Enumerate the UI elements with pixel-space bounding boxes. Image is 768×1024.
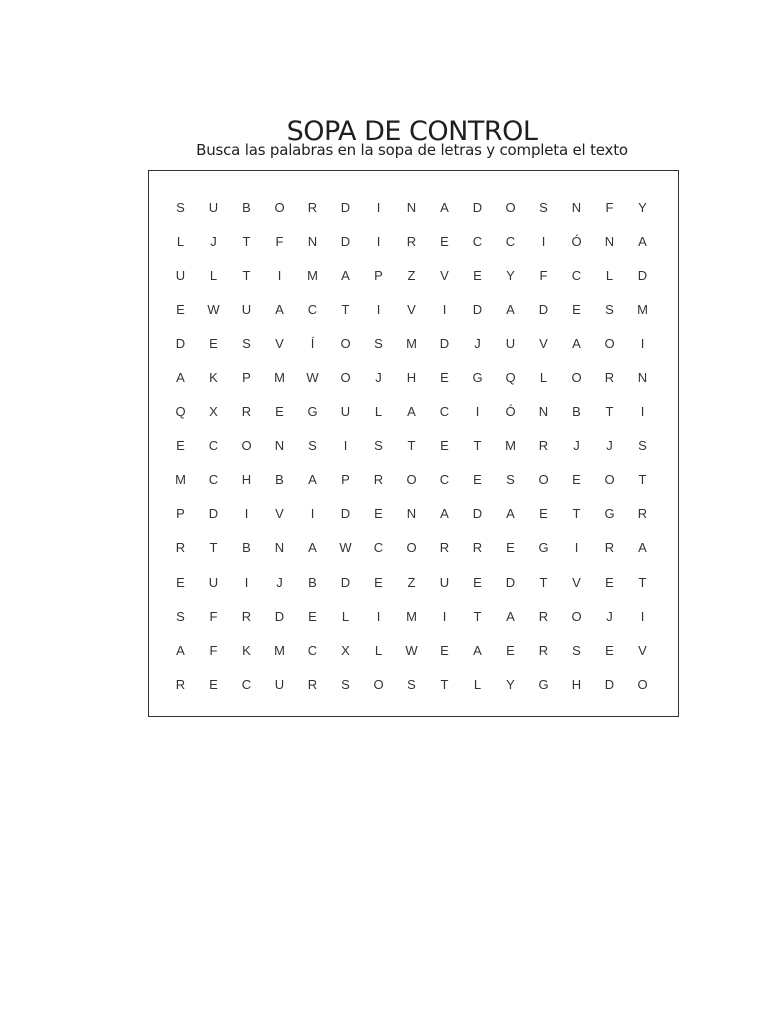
grid-letter: E xyxy=(473,267,482,283)
grid-letter: U xyxy=(175,267,186,283)
grid-letter: J xyxy=(606,438,613,454)
grid-letter: N xyxy=(307,233,318,249)
grid-letter: O xyxy=(538,472,549,488)
grid-letter: O xyxy=(340,370,351,386)
grid-letter: D xyxy=(208,506,219,522)
grid-letter: V xyxy=(407,301,416,317)
grid-letter: E xyxy=(308,608,317,624)
grid-letter: Z xyxy=(407,574,416,590)
grid-letter: I xyxy=(244,506,249,522)
grid-letter: H xyxy=(571,676,582,692)
grid-letter: J xyxy=(606,608,613,624)
grid-letter: M xyxy=(406,335,417,351)
grid-letter: L xyxy=(473,676,482,692)
grid-letter: A xyxy=(506,608,515,624)
grid-letter: J xyxy=(375,370,382,386)
grid-letter: X xyxy=(341,642,350,658)
page-title: SOPA DE CONTROL xyxy=(286,116,538,148)
grid-letter: T xyxy=(572,506,581,522)
grid-letter: G xyxy=(604,506,615,522)
grid-letter: A xyxy=(176,370,185,386)
grid-letter: T xyxy=(539,574,548,590)
grid-letter: U xyxy=(340,404,351,420)
grid-letter: I xyxy=(376,199,381,215)
grid-letter: G xyxy=(538,540,549,556)
grid-letter: E xyxy=(473,472,482,488)
grid-letter: E xyxy=(440,370,449,386)
grid-letter: T xyxy=(242,267,251,283)
grid-letter: J xyxy=(276,574,283,590)
grid-letter: D xyxy=(175,335,186,351)
grid-letter: A xyxy=(275,301,284,317)
grid-letter: I xyxy=(376,608,381,624)
grid-letter: D xyxy=(340,233,351,249)
grid-letter: J xyxy=(573,438,580,454)
grid-letter: G xyxy=(538,676,549,692)
grid-letter: O xyxy=(604,472,615,488)
grid-letter: V xyxy=(572,574,581,590)
grid-letter: W xyxy=(306,370,319,386)
grid-letter: I xyxy=(640,335,645,351)
grid-letter: P xyxy=(341,472,350,488)
grid-letter: U xyxy=(439,574,450,590)
grid-letter: B xyxy=(308,574,317,590)
grid-letter: R xyxy=(439,540,450,556)
grid-letter: C xyxy=(571,267,582,283)
grid-letter: E xyxy=(539,506,548,522)
grid-letter: U xyxy=(208,574,219,590)
grid-letter: O xyxy=(340,335,351,351)
grid-letter: R xyxy=(637,506,648,522)
grid-letter: D xyxy=(472,506,483,522)
grid-letter: A xyxy=(638,233,647,249)
grid-letter: U xyxy=(505,335,516,351)
grid-letter: C xyxy=(208,438,219,454)
grid-letter: C xyxy=(307,642,318,658)
grid-letter: I xyxy=(475,404,480,420)
grid-letter: I xyxy=(541,233,546,249)
grid-letter: M xyxy=(175,472,186,488)
grid-letter: E xyxy=(440,642,449,658)
grid-letter: O xyxy=(406,472,417,488)
grid-letter: E xyxy=(374,506,383,522)
grid-letter: B xyxy=(572,404,581,420)
grid-letter: I xyxy=(574,540,579,556)
grid-letter: B xyxy=(242,540,251,556)
grid-letter: E xyxy=(176,301,185,317)
grid-letter: A xyxy=(407,404,416,420)
grid-letter: E xyxy=(605,642,614,658)
grid-letter: I xyxy=(376,301,381,317)
grid-letter: U xyxy=(274,676,285,692)
grid-letter: N xyxy=(637,370,648,386)
grid-letter: L xyxy=(341,608,350,624)
grid-letter: O xyxy=(571,370,582,386)
grid-letter: M xyxy=(307,267,318,283)
grid-letter: W xyxy=(207,301,220,317)
grid-letter: A xyxy=(341,267,350,283)
grid-letter: C xyxy=(241,676,252,692)
grid-letter: V xyxy=(638,642,647,658)
grid-letter: A xyxy=(308,472,317,488)
grid-letter: T xyxy=(341,301,350,317)
grid-letter: A xyxy=(440,506,449,522)
grid-letter: R xyxy=(538,642,549,658)
grid-letter: W xyxy=(339,540,352,556)
grid-letter: C xyxy=(505,233,516,249)
grid-letter: A xyxy=(638,540,647,556)
grid-letter: D xyxy=(340,574,351,590)
grid-letter: O xyxy=(637,676,648,692)
grid-letter: L xyxy=(539,370,548,386)
grid-letter: T xyxy=(209,540,218,556)
grid-letter: R xyxy=(604,370,615,386)
grid-letter: E xyxy=(473,574,482,590)
grid-letter: T xyxy=(473,608,482,624)
grid-letter: S xyxy=(308,438,317,454)
grid-letter: Í xyxy=(310,335,315,351)
grid-letter: R xyxy=(307,199,318,215)
grid-letter: F xyxy=(605,199,614,215)
grid-letter: S xyxy=(341,676,350,692)
grid-letter: O xyxy=(604,335,615,351)
grid-letter: E xyxy=(506,642,515,658)
grid-letter: O xyxy=(373,676,384,692)
grid-letter: T xyxy=(407,438,416,454)
grid-letter: Y xyxy=(638,199,647,215)
grid-letter: S xyxy=(605,301,614,317)
grid-letter: D xyxy=(472,199,483,215)
grid-letter: K xyxy=(242,642,251,658)
grid-letter: R xyxy=(241,404,252,420)
grid-letter: N xyxy=(604,233,615,249)
grid-letter: A xyxy=(440,199,449,215)
grid-letter: W xyxy=(405,642,418,658)
grid-letter: I xyxy=(244,574,249,590)
grid-letter: E xyxy=(176,574,185,590)
grid-letter: S xyxy=(638,438,647,454)
grid-letter: C xyxy=(472,233,483,249)
grid-letter: S xyxy=(374,438,383,454)
grid-letter: P xyxy=(242,370,251,386)
grid-letter: R xyxy=(538,608,549,624)
word-search-grid xyxy=(164,190,659,701)
grid-letter: D xyxy=(340,199,351,215)
grid-letter: S xyxy=(176,199,185,215)
grid-letter: A xyxy=(308,540,317,556)
grid-letter: B xyxy=(275,472,284,488)
grid-letter: R xyxy=(175,540,186,556)
grid-letter: T xyxy=(473,438,482,454)
grid-letter: V xyxy=(275,506,284,522)
grid-letter: H xyxy=(241,472,252,488)
grid-letter: F xyxy=(539,267,548,283)
grid-letter: Y xyxy=(506,676,515,692)
grid-letter: L xyxy=(605,267,614,283)
grid-letter: O xyxy=(406,540,417,556)
grid-letter: U xyxy=(241,301,252,317)
grid-letter: S xyxy=(407,676,416,692)
grid-letter: N xyxy=(538,404,549,420)
grid-letter: R xyxy=(472,540,483,556)
grid-letter: I xyxy=(640,404,645,420)
grid-letter: I xyxy=(343,438,348,454)
grid-letter: I xyxy=(277,267,282,283)
grid-letter: S xyxy=(572,642,581,658)
grid-letter: L xyxy=(374,404,383,420)
grid-letter: V xyxy=(440,267,449,283)
grid-letter: A xyxy=(506,301,515,317)
grid-letter: D xyxy=(505,574,516,590)
grid-letter: Ó xyxy=(505,404,516,420)
grid-letter: R xyxy=(604,540,615,556)
grid-letter: R xyxy=(406,233,417,249)
grid-letter: X xyxy=(209,404,218,420)
grid-letter: I xyxy=(442,608,447,624)
grid-letter: E xyxy=(440,438,449,454)
grid-letter: I xyxy=(310,506,315,522)
grid-letter: D xyxy=(274,608,285,624)
grid-letter: L xyxy=(209,267,218,283)
grid-letter: N xyxy=(274,438,285,454)
grid-letter: E xyxy=(209,335,218,351)
grid-letter: A xyxy=(176,642,185,658)
grid-letter: N xyxy=(571,199,582,215)
grid-letter: M xyxy=(406,608,417,624)
grid-letter: E xyxy=(572,301,581,317)
grid-letter: Y xyxy=(506,267,515,283)
grid-letter: B xyxy=(242,199,251,215)
grid-letter: E xyxy=(440,233,449,249)
grid-letter: I xyxy=(376,233,381,249)
grid-letter: V xyxy=(275,335,284,351)
grid-letter: C xyxy=(208,472,219,488)
grid-letter: Q xyxy=(175,404,186,420)
grid-letter: M xyxy=(637,301,648,317)
grid-letter: D xyxy=(604,676,615,692)
grid-letter: D xyxy=(340,506,351,522)
grid-letter: O xyxy=(571,608,582,624)
grid-letter: T xyxy=(242,233,251,249)
grid-letter: P xyxy=(176,506,185,522)
grid-letter: N xyxy=(406,506,417,522)
grid-letter: F xyxy=(275,233,284,249)
grid-letter: H xyxy=(406,370,417,386)
grid-letter: Q xyxy=(505,370,516,386)
grid-letter: E xyxy=(275,404,284,420)
grid-letter: U xyxy=(208,199,219,215)
grid-letter: N xyxy=(406,199,417,215)
grid-letter: A xyxy=(572,335,581,351)
grid-letter: I xyxy=(640,608,645,624)
grid-letter: G xyxy=(307,404,318,420)
grid-letter: D xyxy=(538,301,549,317)
instructions: Busca las palabras en la sopa de letras y completa el texto xyxy=(196,141,628,159)
grid-letter: S xyxy=(374,335,383,351)
grid-letter: S xyxy=(242,335,251,351)
grid-letter: T xyxy=(440,676,449,692)
grid-letter: A xyxy=(473,642,482,658)
grid-letter: C xyxy=(307,301,318,317)
grid-letter: D xyxy=(472,301,483,317)
grid-letter: P xyxy=(374,267,383,283)
grid-letter: K xyxy=(209,370,218,386)
grid-letter: S xyxy=(176,608,185,624)
grid-letter: J xyxy=(474,335,481,351)
grid-letter: S xyxy=(539,199,548,215)
grid-letter: A xyxy=(506,506,515,522)
grid-letter: M xyxy=(274,370,285,386)
grid-letter: L xyxy=(374,642,383,658)
grid-letter: F xyxy=(209,642,218,658)
grid-letter: Z xyxy=(407,267,416,283)
grid-letter: I xyxy=(442,301,447,317)
grid-letter: E xyxy=(605,574,614,590)
grid-letter: O xyxy=(241,438,252,454)
grid-letter: E xyxy=(374,574,383,590)
grid-letter: E xyxy=(209,676,218,692)
grid-letter: J xyxy=(210,233,217,249)
grid-letter: F xyxy=(209,608,218,624)
grid-letter: R xyxy=(373,472,384,488)
grid-letter: T xyxy=(638,472,647,488)
grid-letter: S xyxy=(506,472,515,488)
grid-letter: D xyxy=(439,335,450,351)
grid-letter: C xyxy=(373,540,384,556)
grid-letter: R xyxy=(538,438,549,454)
grid-letter: Ó xyxy=(571,233,582,249)
grid-letter: N xyxy=(274,540,285,556)
grid-letter: O xyxy=(274,199,285,215)
grid-letter: O xyxy=(505,199,516,215)
grid-letter: C xyxy=(439,404,450,420)
grid-letter: T xyxy=(605,404,614,420)
grid-letter: R xyxy=(307,676,318,692)
grid-letter: G xyxy=(472,370,483,386)
grid-letter: M xyxy=(274,642,285,658)
grid-letter: E xyxy=(176,438,185,454)
grid-letter: D xyxy=(637,267,648,283)
grid-letter: R xyxy=(241,608,252,624)
grid-letter: E xyxy=(572,472,581,488)
grid-letter: V xyxy=(539,335,548,351)
grid-letter: E xyxy=(506,540,515,556)
grid-letter: C xyxy=(439,472,450,488)
grid-letter: L xyxy=(176,233,185,249)
grid-letter: M xyxy=(505,438,516,454)
grid-letter: R xyxy=(175,676,186,692)
grid-letter: T xyxy=(638,574,647,590)
